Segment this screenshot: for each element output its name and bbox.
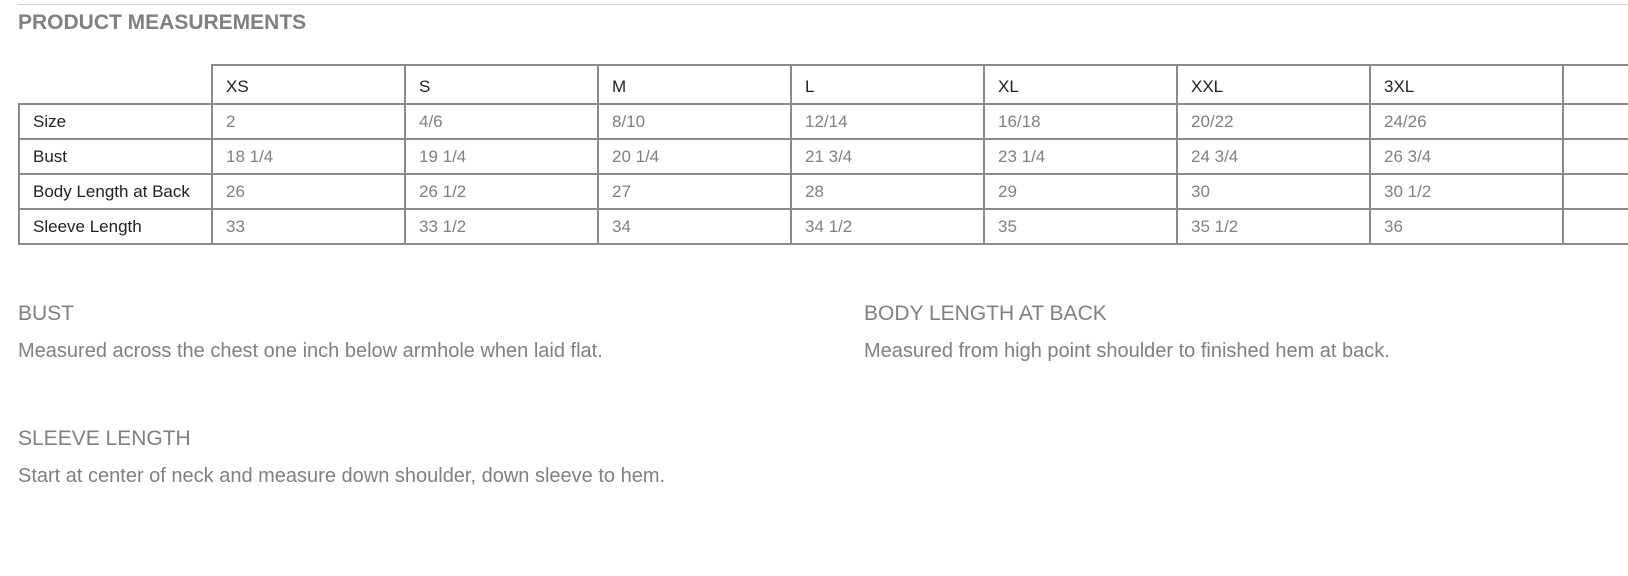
size-header-cell: M [598, 65, 791, 104]
table-row [19, 174, 1628, 209]
measurement-cell: 33 1/2 [405, 209, 598, 244]
measurement-cell: 26 1/2 [405, 174, 598, 209]
measurement-cell: 26 [212, 174, 405, 209]
size-chart-body [19, 65, 1628, 244]
measurement-cell: 18 1/4 [212, 139, 405, 174]
body-length-definition-text: Measured from high point shoulder to finished hem at back. [864, 340, 1390, 362]
sleeve-length-definition [18, 427, 665, 488]
size-header-cell: 3XL [1370, 65, 1563, 104]
measurement-cell: 24 3/4 [1177, 139, 1370, 174]
table-row [19, 104, 1628, 139]
page-title: PRODUCT MEASUREMENTS [18, 11, 307, 34]
measurement-cell: 12/14 [791, 104, 984, 139]
measurement-cell: 28 [791, 174, 984, 209]
measurement-cell: 35 1/2 [1177, 209, 1370, 244]
size-header-cell: XS [212, 65, 405, 104]
size-header-cell-overflow [1563, 65, 1628, 104]
measurement-cell-overflow [1563, 174, 1628, 209]
measurement-cell: 27 [598, 174, 791, 209]
size-header-cell: S [405, 65, 598, 104]
measurement-cell: 16/18 [984, 104, 1177, 139]
bust-definition-title: BUST [18, 302, 75, 325]
measurement-cell: 29 [984, 174, 1177, 209]
measurement-cell: 19 1/4 [405, 139, 598, 174]
measurement-cell: 20 1/4 [598, 139, 791, 174]
measurement-cell: 33 [212, 209, 405, 244]
measurement-cell: 35 [984, 209, 1177, 244]
measurement-cell: 8/10 [598, 104, 791, 139]
row-label: Sleeve Length [19, 209, 212, 244]
size-header-cell: L [791, 65, 984, 104]
measurement-cell: 20/22 [1177, 104, 1370, 139]
size-header-row [19, 65, 1628, 104]
measurement-cell: 2 [212, 104, 405, 139]
measurement-cell: 21 3/4 [791, 139, 984, 174]
measurement-cell-overflow [1563, 104, 1628, 139]
measurement-cell: 34 1/2 [791, 209, 984, 244]
row-label: Body Length at Back [19, 174, 212, 209]
row-label: Bust [19, 139, 212, 174]
body-length-definition-title: BODY LENGTH AT BACK [864, 302, 1107, 325]
sleeve-length-definition-text: Start at center of neck and measure down shoulder, down sleeve to hem. [18, 465, 666, 487]
table-row [19, 209, 1628, 244]
measurement-cell: 36 [1370, 209, 1563, 244]
size-chart-table [18, 64, 1628, 245]
measurement-cell: 30 [1177, 174, 1370, 209]
body-length-definition [864, 302, 1390, 363]
measurement-cell: 34 [598, 209, 791, 244]
header-corner-cell [19, 65, 212, 104]
bust-definition-text: Measured across the chest one inch below armhole when laid flat. [18, 340, 603, 362]
measurement-cell-overflow [1563, 139, 1628, 174]
bust-definition [18, 302, 603, 363]
table-row [19, 139, 1628, 174]
measurement-cell: 30 1/2 [1370, 174, 1563, 209]
top-divider [18, 4, 1628, 5]
measurement-cell: 23 1/4 [984, 139, 1177, 174]
measurement-cell: 4/6 [405, 104, 598, 139]
size-header-cell: XXL [1177, 65, 1370, 104]
size-header-cell: XL [984, 65, 1177, 104]
row-label: Size [19, 104, 212, 139]
measurement-cell: 26 3/4 [1370, 139, 1563, 174]
measurement-cell-overflow [1563, 209, 1628, 244]
measurement-cell: 24/26 [1370, 104, 1563, 139]
sleeve-length-definition-title: SLEEVE LENGTH [18, 427, 191, 450]
